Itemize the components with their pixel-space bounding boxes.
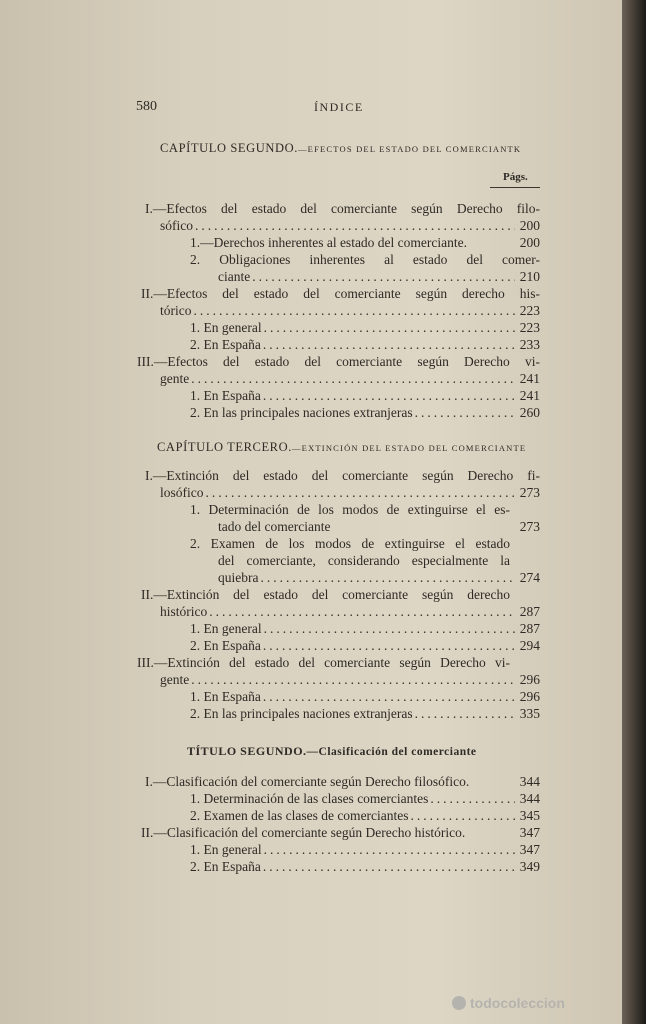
toc-page-number: 349 bbox=[519, 859, 540, 874]
toc-page-number: 233 bbox=[519, 337, 540, 352]
toc-page-number: 296 bbox=[519, 689, 540, 704]
leader-dots bbox=[415, 704, 515, 724]
toc-entry-text: 1.—Derechos inherentes al estado del comerciante. bbox=[190, 235, 468, 250]
chapter-title: CAPÍTULO SEGUNDO. bbox=[160, 141, 298, 155]
page-edge-shadow bbox=[622, 0, 646, 1024]
toc-page-number: 347 bbox=[519, 842, 540, 857]
toc-entry-text: 1. Determinación de los modos de extinguirse el es- bbox=[190, 502, 510, 517]
toc-entry bbox=[190, 857, 540, 877]
toc-entry-text: II.—Extinción del estado del comerciante según derecho bbox=[141, 587, 510, 602]
toc-page-number: 287 bbox=[519, 604, 540, 619]
toc-entry bbox=[190, 403, 540, 423]
toc-entry-text: gente bbox=[160, 371, 190, 386]
leader-dots bbox=[263, 857, 515, 877]
toc-entry-text: 1. Determinación de las clases comerciantes bbox=[190, 791, 429, 806]
toc-page-number: 223 bbox=[519, 320, 540, 335]
toc-entry-text: tórico bbox=[160, 303, 192, 318]
toc-page-number: 335 bbox=[519, 706, 540, 721]
toc-page-number: 344 bbox=[519, 774, 540, 789]
toc-page-number: 274 bbox=[519, 570, 540, 585]
toc-entry-text: ciante bbox=[218, 269, 251, 284]
watermark-logo-icon bbox=[452, 996, 466, 1010]
toc-entry-text: del comerciante, considerando especialmente la bbox=[218, 553, 510, 568]
toc-page-number: 273 bbox=[519, 485, 540, 500]
chapter-heading bbox=[160, 141, 521, 156]
toc-entry-text: III.—Efectos del estado del comerciante según Derecho vi- bbox=[137, 354, 540, 369]
toc-entry-text: gente bbox=[160, 672, 190, 687]
toc-entry-text: II.—Clasificación del comerciante según Derecho histórico. bbox=[141, 825, 466, 840]
toc-entry-text: tado del comerciante bbox=[218, 519, 331, 534]
toc-entry-text: 2. En España bbox=[190, 638, 261, 653]
toc-page-number: 210 bbox=[519, 269, 540, 284]
toc-entry-text: III.—Extinción del estado del comerciante según Derecho vi- bbox=[137, 655, 510, 670]
toc-entry-text: 1. En general bbox=[190, 320, 262, 335]
pages-label-rule bbox=[490, 187, 540, 188]
toc-entry-text: 2. En las principales naciones extranjeras bbox=[190, 706, 413, 721]
chapter-subtitle: —EFECTOS DEL ESTADO DEL COMERCIANTK bbox=[297, 144, 522, 154]
toc-page-number: 345 bbox=[519, 808, 540, 823]
toc-entry-text: I.—Clasificación del comerciante según Derecho filosófico. bbox=[145, 774, 470, 789]
toc-page-number: 347 bbox=[519, 825, 540, 840]
toc-entry-text: 2. Examen de las clases de comerciantes bbox=[190, 808, 409, 823]
toc-page-number: 241 bbox=[519, 371, 540, 386]
toc-entry-text: 2. Examen de los modos de extinguirse el estado bbox=[190, 536, 510, 551]
toc-page-number: 344 bbox=[519, 791, 540, 806]
toc-entry-text: quiebra bbox=[218, 570, 259, 585]
toc-entry-text: 2. En España bbox=[190, 859, 261, 874]
toc-entry-text: I.—Efectos del estado del comerciante según Derecho filo- bbox=[145, 201, 540, 216]
toc-page-number: 287 bbox=[519, 621, 540, 636]
toc-entry-text: 2. En las principales naciones extranjeras bbox=[190, 405, 413, 420]
toc-page-number: 296 bbox=[519, 672, 540, 687]
toc-entry-text: 1. En España bbox=[190, 689, 261, 704]
toc-entry-text: 1. En general bbox=[190, 621, 262, 636]
toc-page-number: 273 bbox=[519, 519, 540, 534]
chapter-title: CAPÍTULO TERCERO. bbox=[157, 440, 292, 454]
toc-entry-text: 2. En España bbox=[190, 337, 261, 352]
toc-entry-text: II.—Efectos del estado del comerciante según derecho his- bbox=[141, 286, 540, 301]
toc-entry bbox=[190, 704, 540, 724]
toc-entry-text: sófico bbox=[160, 218, 193, 233]
pages-column-label: Págs. bbox=[503, 171, 528, 183]
toc-page-number: 200 bbox=[519, 235, 540, 250]
chapter-subtitle: —EXTINCIÓN DEL ESTADO DEL COMERCIANTE bbox=[291, 443, 527, 453]
toc-page-number: 294 bbox=[519, 638, 540, 653]
page-number: 580 bbox=[136, 99, 157, 114]
toc-page-number: 223 bbox=[519, 303, 540, 318]
toc-page-number: 260 bbox=[519, 405, 540, 420]
toc-entry-text: 1. En general bbox=[190, 842, 262, 857]
toc-entry-text: 2. Obligaciones inherentes al estado del comer- bbox=[190, 252, 540, 267]
toc-entry-text: 1. En España bbox=[190, 388, 261, 403]
title-label: TÍTULO SEGUNDO. bbox=[187, 744, 307, 758]
toc-entry-text: histórico bbox=[160, 604, 208, 619]
toc-entry-text: losófico bbox=[160, 485, 204, 500]
title-heading bbox=[187, 744, 477, 759]
leader-dots bbox=[415, 403, 515, 423]
chapter-heading bbox=[157, 440, 526, 455]
toc-entry-text: I.—Extinción del estado del comerciante según Derecho fi- bbox=[145, 468, 540, 483]
watermark: todocoleccion bbox=[470, 995, 565, 1011]
title-subtitle: —Clasificación del comerciante bbox=[306, 746, 477, 758]
running-title: ÍNDICE bbox=[314, 100, 364, 114]
toc-page-number: 241 bbox=[519, 388, 540, 403]
toc-page-number: 200 bbox=[519, 218, 540, 233]
